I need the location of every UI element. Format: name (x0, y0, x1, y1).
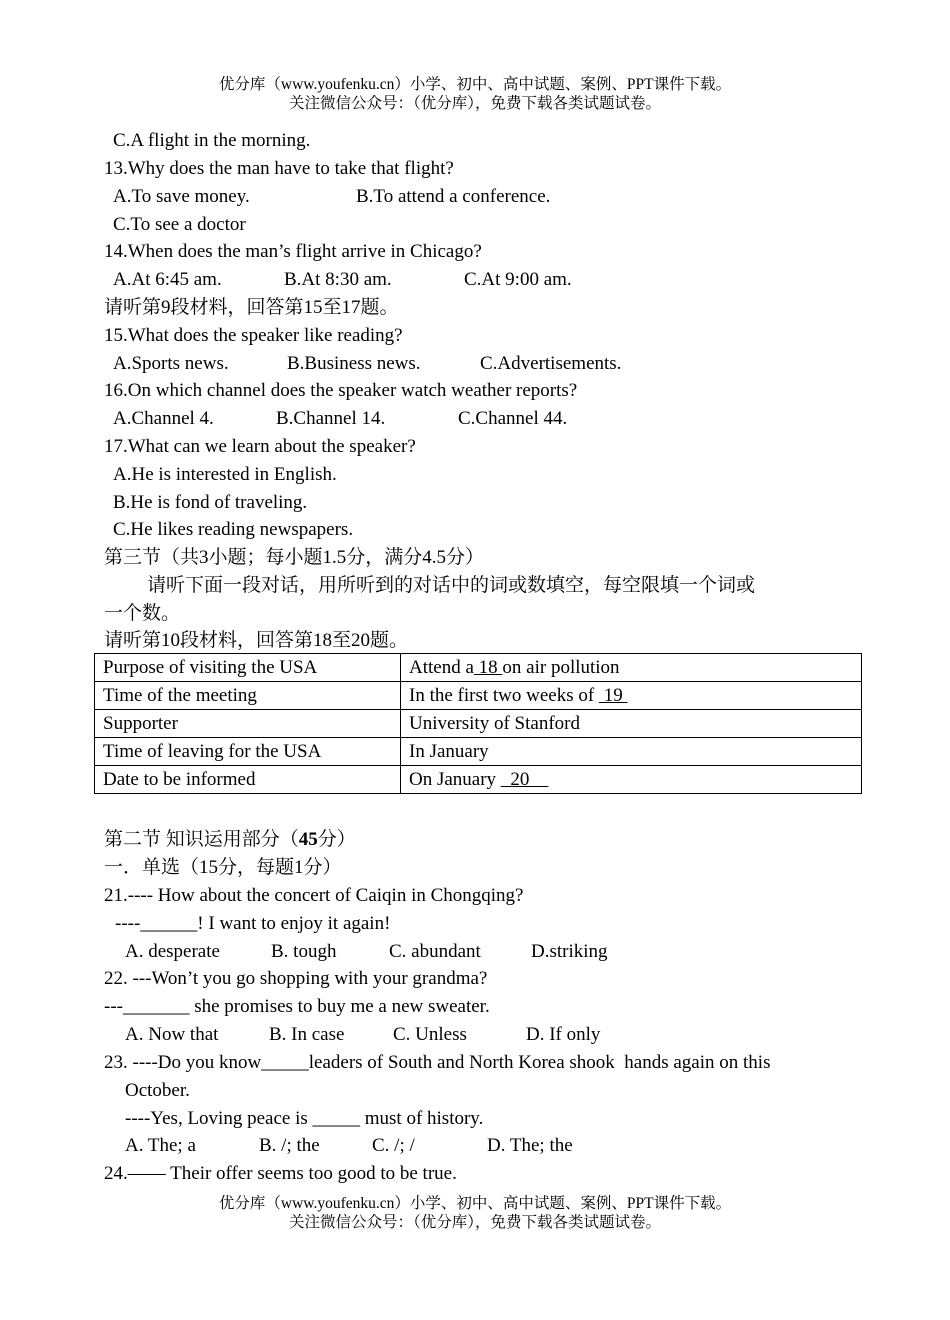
table-label: Time of leaving for the USA (95, 738, 401, 766)
page-footer (0, 1194, 950, 1232)
q17-option-a: A.He is interested in English. (113, 464, 337, 485)
part-2-title (104, 828, 356, 852)
table-row (95, 766, 862, 794)
value-text-after: on air pollution (502, 657, 620, 678)
header-line-1: 优分库（www.youfenku.cn）小学、初中、高中试题、案例、PPT课件下载。 (218, 76, 732, 93)
table-value: In January (401, 738, 862, 766)
q22-stem: 22. ---Won’t you go shopping with your grandma? (104, 968, 488, 989)
page-header (0, 75, 950, 113)
value-text: In the first two weeks of (409, 685, 599, 706)
table-row (95, 682, 862, 710)
q21-response: ----______! I want to enjoy it again! (115, 913, 391, 934)
q14-option-c: C.At 9:00 am. (464, 269, 572, 290)
q14-option-b: B.At 8:30 am. (284, 269, 392, 290)
table-row (95, 738, 862, 766)
q15-option-a: A.Sports news. (113, 353, 229, 374)
footer-line-1: 优分库（www.youfenku.cn）小学、初中、高中试题、案例、PPT课件下载。 (218, 1195, 732, 1212)
q13-option-a: A.To save money. (113, 186, 250, 207)
table-label: Date to be informed (95, 766, 401, 794)
part-2-title-end: 分） (317, 829, 356, 850)
blank-20: 20 (500, 769, 549, 790)
q22-option-c: C. Unless (393, 1024, 467, 1045)
q22-response: ---_______ she promises to buy me a new sweater. (104, 996, 490, 1017)
q21-option-c: C. abundant (389, 941, 481, 962)
table-value (401, 766, 862, 794)
q23-option-d: D. The; the (487, 1135, 573, 1156)
q17-option-b: B.He is fond of traveling. (113, 492, 308, 513)
q22-option-d: D. If only (526, 1024, 601, 1045)
section-3-description-cont: 一个数。 (104, 603, 181, 624)
q14-stem: 14.When does the man’s flight arrive in Chicago? (104, 241, 482, 262)
table-value (401, 682, 862, 710)
q17-option-c: C.He likes reading newspapers. (113, 519, 354, 540)
q22-option-a: A. Now that (125, 1024, 219, 1045)
instruction-part-9: 请听第9段材料，回答第15至17题。 (104, 297, 399, 318)
blank-18: 18 (473, 657, 503, 678)
part-2-score: 45 (298, 829, 318, 850)
q15-option-c: C.Advertisements. (480, 353, 622, 374)
value-text: Attend a (409, 657, 474, 678)
q15-stem: 15.What does the speaker like reading? (104, 325, 403, 346)
q15-option-b: B.Business news. (287, 353, 421, 374)
q23-stem: 23. ----Do you know_____leaders of South and North Korea shook hands again on this (104, 1052, 771, 1073)
q24-stem: 24.—— Their offer seems too good to be true. (104, 1163, 457, 1184)
q22-option-b: B. In case (269, 1024, 345, 1045)
header-line-2: 关注微信公众号：（优分库），免费下载各类试题试卷。 (288, 95, 661, 112)
part-2-title-text: 第二节 知识运用部分（ (104, 829, 299, 850)
table-row (95, 710, 862, 738)
q16-stem: 16.On which channel does the speaker watch weather reports? (104, 380, 578, 401)
q23-option-a: A. The; a (125, 1135, 196, 1156)
section-3-title: 第三节（共3小题；每小题1.5分，满分4.5分） (104, 547, 485, 568)
blank-19: 19 (598, 685, 628, 706)
section-3-description: 请听下面一段对话，用所听到的对话中的词或数填空，每空限填一个词或 (147, 575, 756, 596)
q16-option-a: A.Channel 4. (113, 408, 214, 429)
q16-option-b: B.Channel 14. (276, 408, 386, 429)
q23-option-c: C. /; / (372, 1135, 415, 1156)
q16-option-c: C.Channel 44. (458, 408, 568, 429)
q17-stem: 17.What can we learn about the speaker? (104, 436, 416, 457)
fill-in-table (94, 653, 862, 794)
q21-option-a: A. desperate (125, 941, 220, 962)
instruction-part-10: 请听第10段材料，回答第18至20题。 (104, 630, 409, 651)
table-value (401, 654, 862, 682)
q13-stem: 13.Why does the man have to take that flight? (104, 158, 454, 179)
value-text: On January (409, 769, 501, 790)
table-label: Supporter (95, 710, 401, 738)
q13-option-b: B.To attend a conference. (356, 186, 551, 207)
single-choice-heading: 一．单选（15分，每题1分） (104, 857, 342, 878)
q21-stem: 21.---- How about the concert of Caiqin in Chongqing? (104, 885, 524, 906)
q13-option-c: C.To see a doctor (113, 214, 246, 235)
q12-option-c: C.A flight in the morning. (113, 130, 311, 151)
table-label: Purpose of visiting the USA (95, 654, 401, 682)
q23-response: ----Yes, Loving peace is _____ must of history. (125, 1108, 484, 1129)
q21-option-d: D.striking (531, 941, 608, 962)
q23-option-b: B. /; the (259, 1135, 320, 1156)
q14-option-a: A.At 6:45 am. (113, 269, 222, 290)
q23-stem-cont: October. (125, 1080, 190, 1101)
table-label: Time of the meeting (95, 682, 401, 710)
footer-line-2: 关注微信公众号：（优分库），免费下载各类试题试卷。 (288, 1214, 661, 1231)
table-row (95, 654, 862, 682)
q21-option-b: B. tough (271, 941, 337, 962)
table-value: University of Stanford (401, 710, 862, 738)
